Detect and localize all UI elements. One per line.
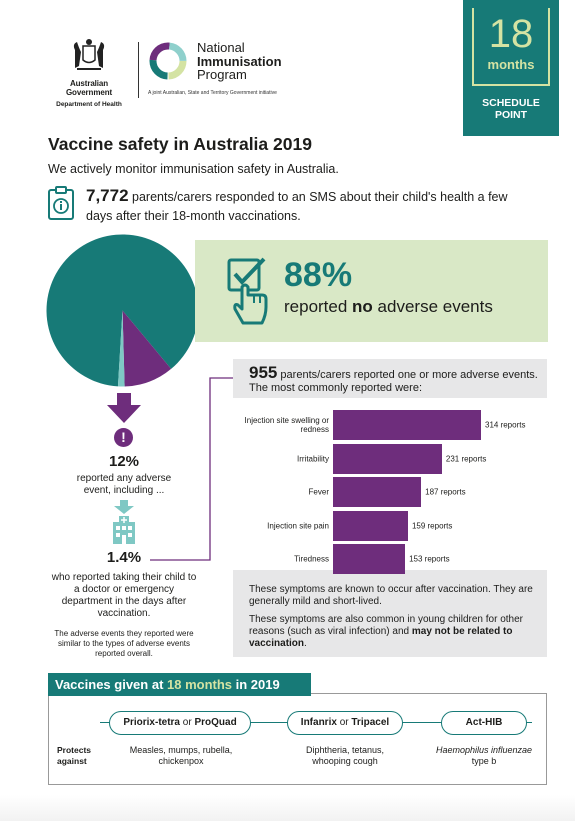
symptoms-bar-chart xyxy=(233,398,547,570)
schedule-point-badge xyxy=(463,0,559,136)
reported-count-text: 955 parents/carers reported one or more adverse events. The most commonly reported were: xyxy=(249,363,538,394)
nip-name: National Immunisation Program xyxy=(197,40,282,82)
bar-value-label: 231 reports xyxy=(445,454,487,463)
vaccines-table xyxy=(48,693,547,785)
badge-unit: months xyxy=(487,57,535,72)
badge-label: SCHEDULE POINT xyxy=(482,97,540,121)
bar-label: Tiredness xyxy=(294,554,329,564)
adverse-events-pie-chart xyxy=(45,233,200,388)
vaccine-pill-dtpa: Infanrix or Tripacel xyxy=(287,711,403,735)
sms-response-text: 7,772 parents/carers responded to an SMS about their child's health a few days after their 18-month vaccinations. xyxy=(86,186,508,223)
gov-name: Australian Government xyxy=(65,79,113,97)
down-arrow-icon xyxy=(107,393,141,423)
department-name: Department of Health xyxy=(56,101,122,108)
bar-label: Injection site pain xyxy=(267,521,329,530)
checkbox-hand-icon xyxy=(226,257,272,329)
bar xyxy=(333,477,421,507)
logo-divider xyxy=(138,42,139,98)
adverse-text: reported any adverse event, including ... xyxy=(76,473,172,496)
vaccine-pill-hib: Act-HIB xyxy=(441,711,527,735)
symptoms-note-2: These symptoms are also common in young children for other reasons (such as viral infection) and may not be related to vaccination. xyxy=(249,614,524,649)
adverse-percent: 12% xyxy=(108,453,140,470)
exclamation-icon: ! xyxy=(114,428,133,447)
bar-value-label: 153 reports xyxy=(409,554,450,564)
sms-count: 7,772 xyxy=(86,186,129,205)
bar xyxy=(333,544,405,574)
page-title: Vaccine safety in Australia 2019 xyxy=(48,134,312,154)
page-subtitle: We actively monitor immunisation safety in Australia. xyxy=(48,162,339,176)
symptoms-note-1: These symptoms are known to occur after vaccination. They are generally mild and short-lived. xyxy=(249,584,533,607)
vaccine-pill-mmrv: Priorix-tetra or ProQuad xyxy=(109,711,251,735)
nip-ring-logo-icon xyxy=(148,41,188,81)
protects-mmrv: Measles, mumps, rubella, chickenpox xyxy=(129,745,233,766)
page-bottom-edge xyxy=(0,795,575,821)
vaccines-heading: Vaccines given at 18 months in 2019 xyxy=(48,673,311,696)
bar-row xyxy=(233,444,547,474)
bar-row xyxy=(233,410,547,440)
clipboard-info-icon xyxy=(47,185,75,221)
coat-of-arms-icon xyxy=(69,38,109,72)
bar xyxy=(333,511,408,541)
no-adverse-percent: 88% xyxy=(284,256,353,294)
bar-row xyxy=(233,511,547,541)
bar xyxy=(333,410,481,440)
protects-hib: Haemophilus influenzae type b xyxy=(435,745,533,766)
badge-number: 18 xyxy=(488,12,534,56)
bar xyxy=(333,444,442,474)
bar-value-label: 187 reports xyxy=(425,487,466,497)
bar-value-label: 159 reports xyxy=(411,521,453,530)
bar-label: Irritability xyxy=(296,454,329,463)
doctor-percent: 1.4% xyxy=(106,549,142,566)
doctor-note: The adverse events they reported were similar to the types of adverse events reported overall. xyxy=(54,629,194,658)
nip-subline: A joint Australian, State and Territory Government initiative xyxy=(148,90,277,96)
bar-row xyxy=(233,477,547,507)
protects-dtpa: Diphtheria, tetanus, whooping cough xyxy=(305,745,385,766)
no-adverse-text: reported no adverse events xyxy=(284,297,493,316)
bar-row xyxy=(233,544,547,574)
bar-label: Injection site swelling or redness xyxy=(244,416,329,434)
australian-government-logo xyxy=(46,38,132,108)
bar-value-label: 314 reports xyxy=(485,420,526,430)
doctor-text: who reported taking their child to a doctor or emergency department in the days after vaccination. xyxy=(51,572,197,619)
hospital-icon xyxy=(111,500,137,546)
bar-label: Fever xyxy=(308,487,329,497)
protects-against-label: Protects against xyxy=(57,745,92,766)
reported-count: 955 xyxy=(249,363,278,382)
